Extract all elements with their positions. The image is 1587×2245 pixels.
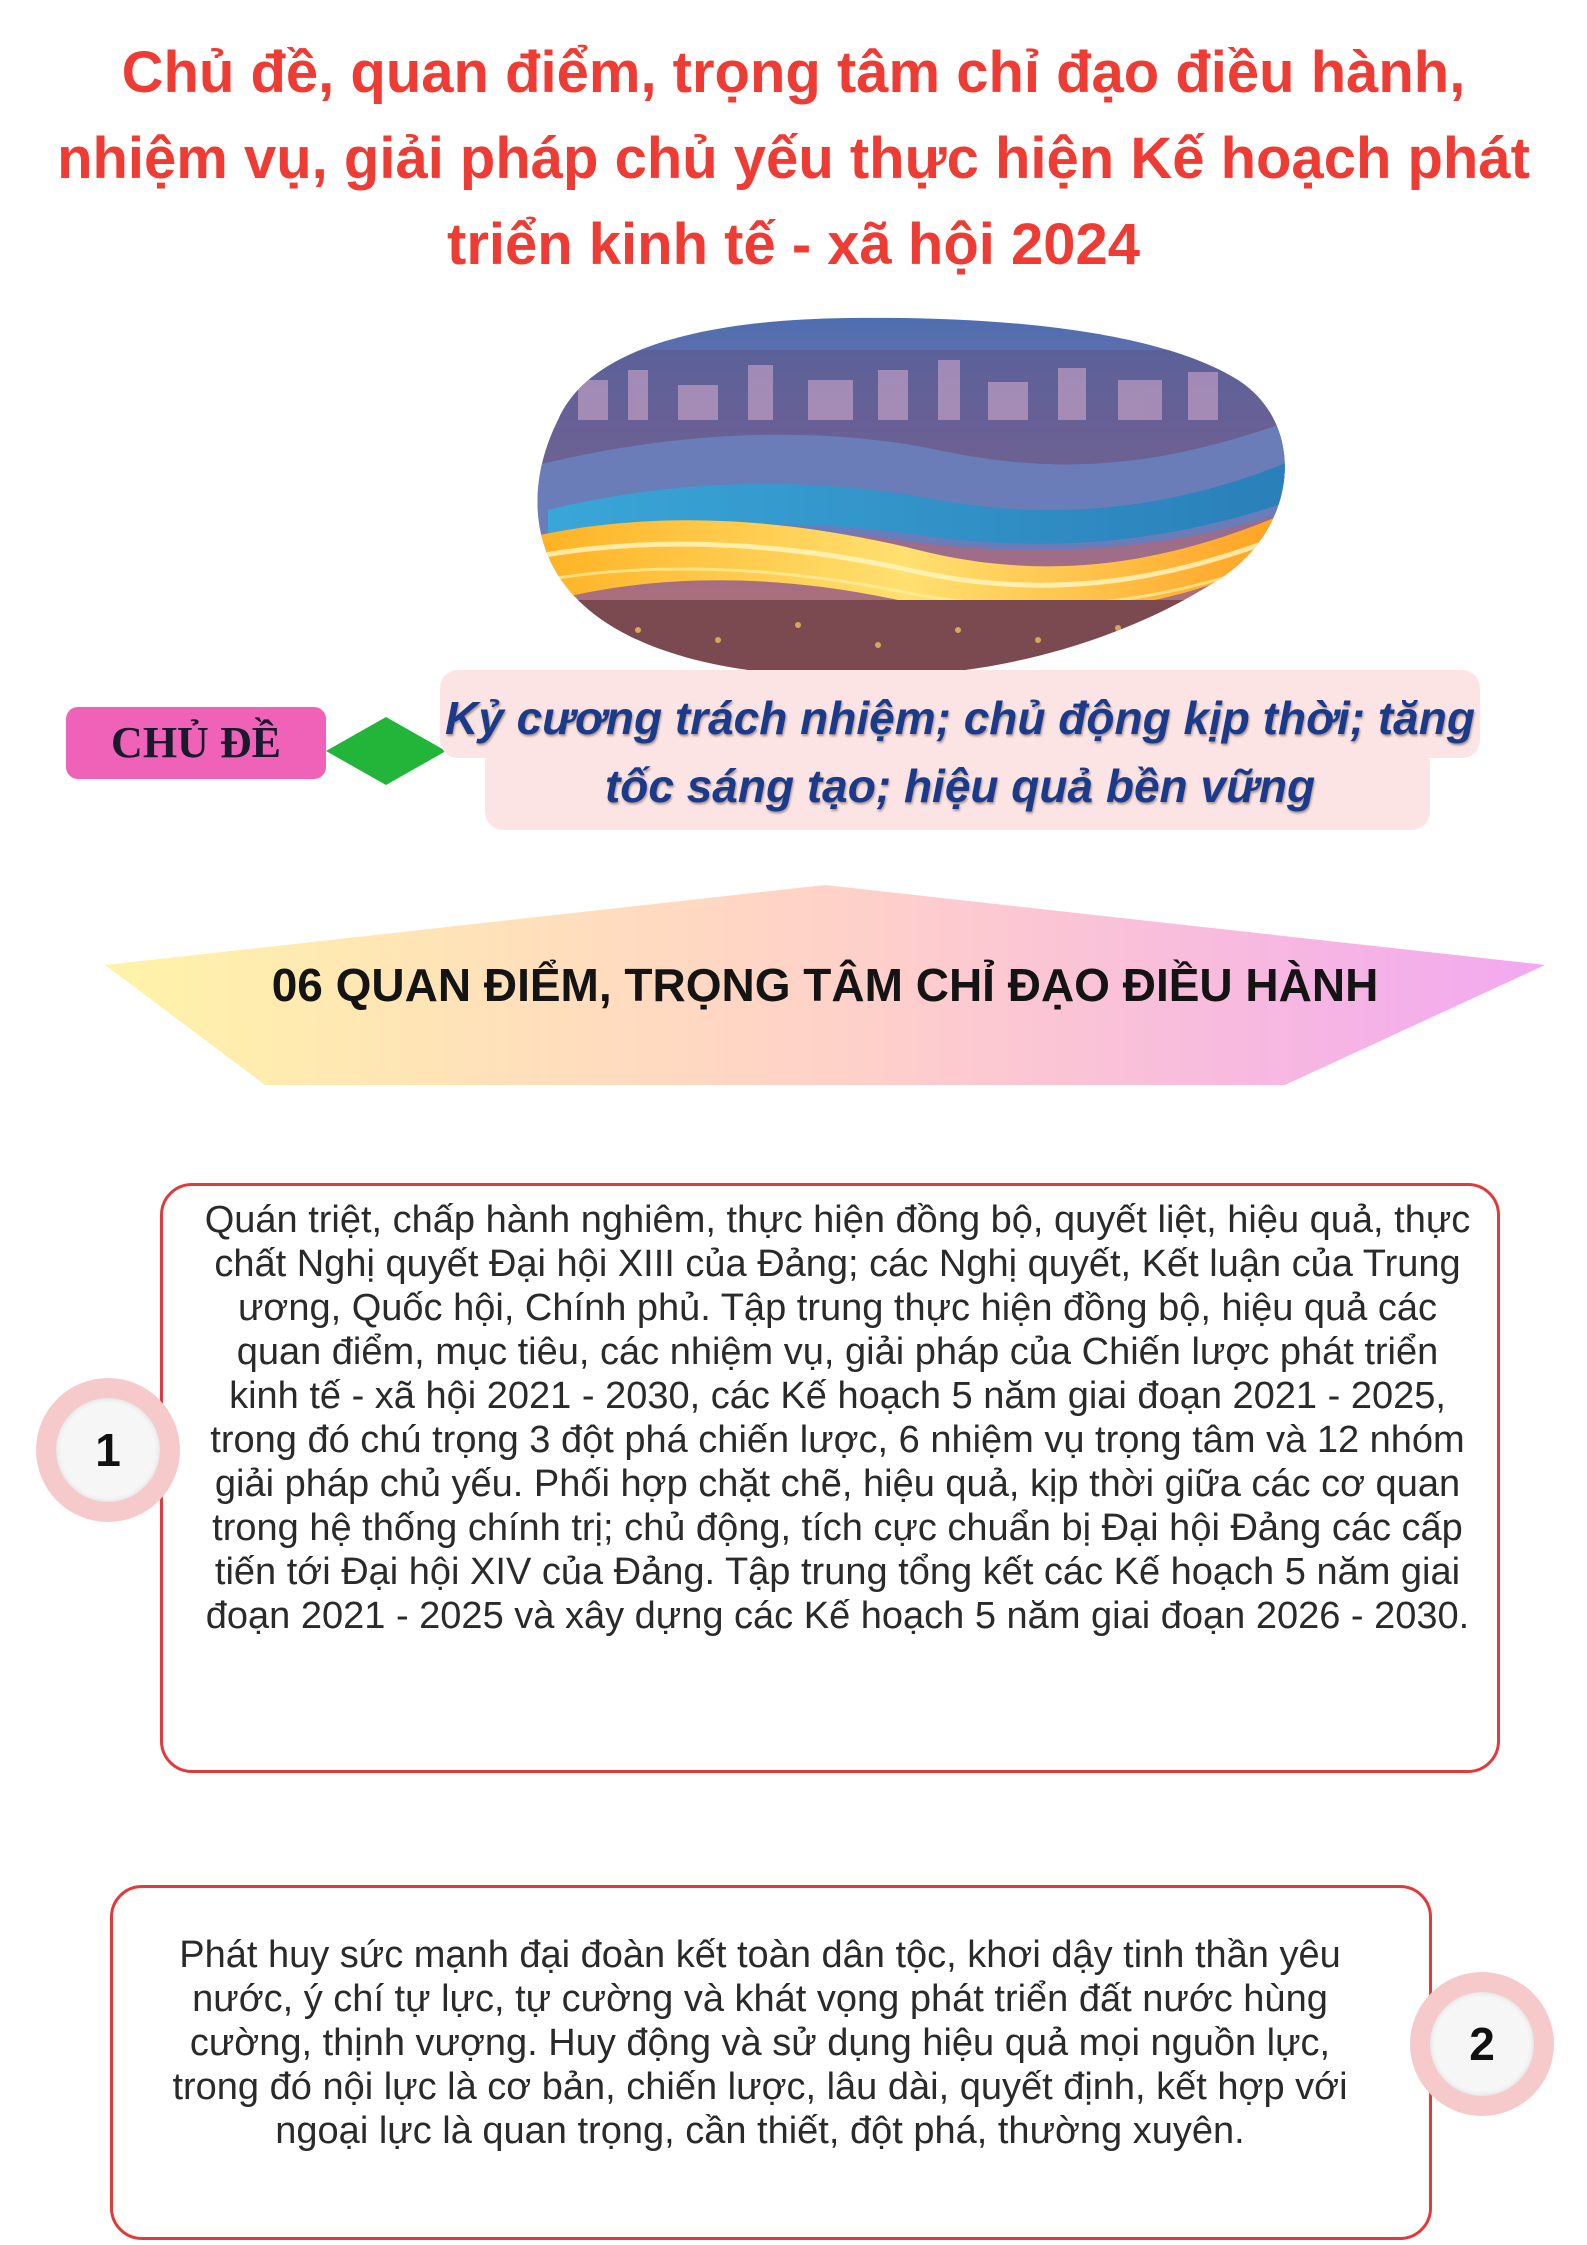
city-photo-image bbox=[518, 310, 1293, 680]
point-1-number: 1 bbox=[56, 1398, 160, 1502]
point-1-number-badge bbox=[36, 1378, 180, 1522]
section-title: 06 QUAN ĐIỂM, TRỌNG TÂM CHỈ ĐẠO ĐIỀU HÀNH bbox=[271, 959, 1379, 1011]
green-diamond-icon bbox=[326, 715, 446, 787]
theme-text: Kỷ cương trách nhiệm; chủ động kịp thời; tăng tốc sáng tạo; hiệu quả bền vững bbox=[445, 692, 1475, 812]
point-1-text: Quán triệt, chấp hành nghiêm, thực hiện đồng bộ, quyết liệt, hiệu quả, thực chất Nghị quyết Đại hội XIII của Đảng; các Nghị quyết, Kết luận của Trung ương, Quốc hội, Chính phủ. Tập trung thực hiện đồng bộ, hiệu quả các quan điểm, mục tiêu, các nhiệm vụ, giải pháp của Chiến lược phát triển kinh tế - xã hội 2021 - 2030, các Kế hoạch 5 năm giai đoạn 2021 - 2025, trong đó chú trọng 3 đột phá chiến lược, 6 nhiệm vụ trọng tâm và 12 nhóm giải pháp chủ yếu. Phối hợp chặt chẽ, hiệu quả, kịp thời giữa các cơ quan trong hệ thống chính trị; chủ động, tích cực chuẩn bị Đại hội Đảng các cấp tiến tới Đại hội XIV của Đảng. Tập trung tổng kết các Kế hoạch 5 năm giai đoạn 2021 - 2025 và xây dựng các Kế hoạch 5 năm giai đoạn 2026 - 2030. bbox=[204, 1199, 1471, 1637]
theme-label: CHỦ ĐỀ bbox=[66, 707, 326, 779]
theme-box bbox=[440, 670, 1480, 830]
point-2-text: Phát huy sức mạnh đại đoàn kết toàn dân tộc, khơi dậy tinh thần yêu nước, ý chí tự lực, tự cường và khát vọng phát triển đất nước hùng cường, thịnh vượng. Huy động và sử dụng hiệu quả mọi nguồn lực, trong đó nội lực là cơ bản, chiến lược, lâu dài, quyết định, kết hợp với ngoại lực là quan trọng, cần thiết, đột phá, thường xuyên. bbox=[172, 1934, 1348, 2152]
page-title: Chủ đề, quan điểm, trọng tâm chỉ đạo điều hành, nhiệm vụ, giải pháp chủ yếu thực hiện Kế hoạch phát triển kinh tế - xã hội 2024 bbox=[57, 40, 1530, 277]
point-2-number: 2 bbox=[1430, 1992, 1534, 2096]
point-2-number-badge bbox=[1410, 1972, 1554, 2116]
